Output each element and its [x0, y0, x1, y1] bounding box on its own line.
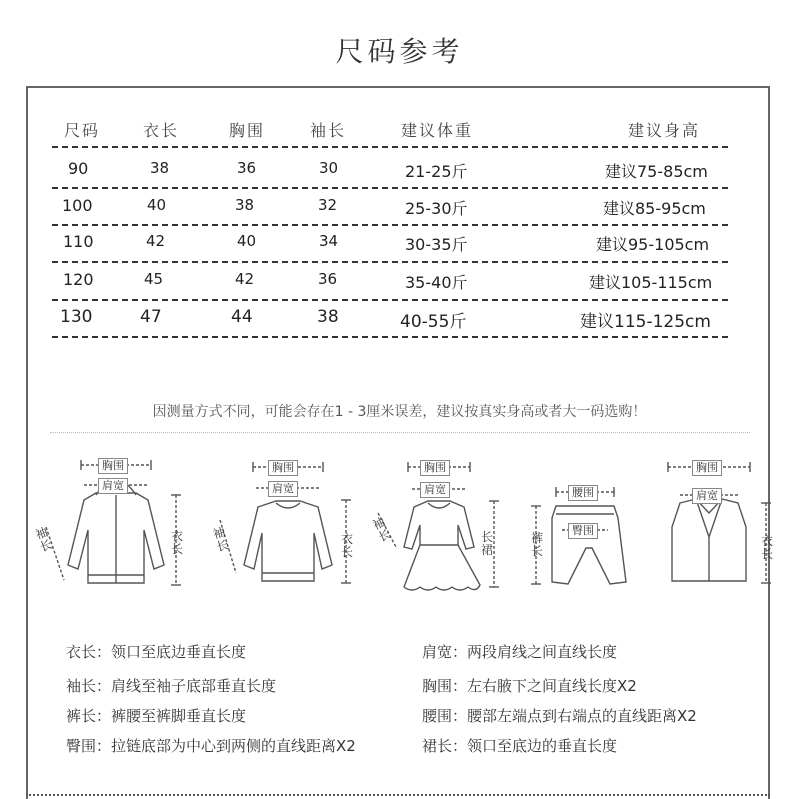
cell-size: 90 [68, 159, 89, 178]
table-row [0, 196, 799, 224]
definition-desc: 领口至底边的垂直长度 [467, 737, 618, 755]
cell-size: 130 [60, 307, 93, 327]
label-length: 衣长 [340, 532, 353, 559]
definition-term: 袖长： [66, 677, 112, 695]
definition-desc: 左右腋下之间直线长度X2 [467, 677, 637, 695]
definition-term: 胸围： [422, 677, 468, 695]
definition-desc: 裤腰至裤脚垂直长度 [111, 707, 247, 725]
cell-height: 建议85-95cm [603, 199, 706, 218]
definition-item [422, 675, 637, 696]
cell-sleeve: 34 [319, 232, 339, 250]
cell-chest: 44 [231, 307, 253, 327]
table-row [0, 307, 799, 335]
label-length: 裤长 [530, 531, 543, 558]
cell-height: 建议105-115cm [589, 273, 713, 292]
definition-term: 肩宽： [422, 643, 468, 661]
header-height: 建议身高 [628, 121, 701, 140]
definition-term: 腰围： [422, 707, 468, 725]
cell-length: 45 [144, 270, 164, 288]
table-row [0, 232, 799, 260]
label-hip: 臀围 [568, 523, 598, 539]
header-sleeve: 袖长 [310, 121, 347, 140]
label-length: 衣长 [760, 534, 773, 561]
cell-size: 120 [63, 270, 94, 289]
table-row [0, 159, 799, 187]
size-table-header [0, 118, 799, 140]
cell-chest: 36 [237, 159, 257, 177]
cell-size: 110 [63, 232, 94, 251]
label-sleeve: 袖长 [370, 514, 393, 545]
definition-item [66, 675, 276, 696]
definition-item [422, 735, 617, 756]
label-shoulder: 肩宽 [268, 481, 298, 497]
sweater-icon [208, 455, 358, 605]
table-rule [52, 336, 728, 338]
measurement-note: 因测量方式不同，可能会存在1 - 3厘米误差，建议按真实身高或者大一码选购！ [152, 404, 647, 420]
definition-desc: 拉链底部为中心到两侧的直线距离X2 [111, 737, 356, 755]
cell-sleeve: 38 [317, 307, 339, 327]
definition-term: 裤长： [66, 707, 112, 725]
cell-weight: 30-35斤 [405, 235, 468, 254]
cell-chest: 42 [235, 270, 255, 288]
page-title: 尺码参考 [335, 35, 464, 68]
label-length: 长裙 [480, 530, 493, 557]
definition-term: 衣长： [66, 643, 112, 661]
definition-item [66, 735, 356, 756]
table-rule [52, 187, 728, 189]
label-chest: 胸围 [420, 460, 450, 476]
label-shoulder: 肩宽 [98, 478, 128, 494]
label-sleeve: 袖长 [33, 524, 55, 555]
cell-length: 47 [140, 307, 162, 327]
definition-item [422, 705, 697, 726]
header-weight: 建议体重 [401, 121, 474, 140]
label-sleeve: 袖长 [211, 524, 231, 555]
cell-length: 42 [146, 232, 166, 250]
cell-height: 建议115-125cm [580, 312, 711, 332]
definition-item [66, 705, 246, 726]
bottom-divider [26, 794, 770, 796]
definition-desc: 腰部左端点到右端点的直线距离X2 [467, 707, 697, 725]
cell-height: 建议75-85cm [605, 162, 708, 181]
header-chest: 胸围 [229, 121, 266, 140]
header-length: 衣长 [143, 121, 180, 140]
definition-desc: 两段肩线之间直线长度 [467, 643, 618, 661]
cell-length: 40 [147, 196, 167, 214]
definition-item [422, 641, 617, 662]
label-length: 衣长 [170, 529, 183, 556]
definition-desc: 领口至底边垂直长度 [111, 643, 247, 661]
cell-size: 100 [62, 196, 93, 215]
table-rule [52, 299, 728, 301]
cell-chest: 38 [235, 196, 255, 214]
cell-sleeve: 30 [319, 159, 339, 177]
label-chest: 胸围 [692, 460, 722, 476]
definition-term: 臀围： [66, 737, 112, 755]
definition-item [66, 641, 246, 662]
label-chest: 胸围 [268, 460, 298, 476]
vest-icon [650, 455, 780, 605]
label-chest: 胸围 [98, 458, 128, 474]
definition-term: 裙长： [422, 737, 468, 755]
cell-weight: 21-25斤 [405, 162, 468, 181]
label-waist: 腰围 [568, 485, 598, 501]
table-rule [52, 261, 728, 263]
pants-diagram [526, 470, 636, 610]
table-row [0, 270, 799, 298]
cell-sleeve: 36 [318, 270, 338, 288]
cell-sleeve: 32 [318, 196, 338, 214]
table-rule [52, 224, 728, 226]
cell-length: 38 [150, 159, 170, 177]
label-shoulder: 肩宽 [420, 482, 450, 498]
dress-diagram [370, 455, 510, 605]
divider [50, 432, 750, 433]
sweater-diagram [208, 455, 358, 605]
vest-diagram [650, 455, 780, 605]
table-rule [52, 146, 728, 148]
cell-weight: 25-30斤 [405, 199, 468, 218]
cell-weight: 40-55斤 [400, 312, 467, 332]
header-size: 尺码 [64, 121, 101, 140]
jacket-diagram [33, 455, 186, 605]
cell-height: 建议95-105cm [596, 235, 710, 254]
cell-weight: 35-40斤 [405, 273, 468, 292]
definition-desc: 肩线至袖子底部垂直长度 [111, 677, 277, 695]
cell-chest: 40 [237, 232, 257, 250]
label-shoulder: 肩宽 [692, 488, 722, 504]
